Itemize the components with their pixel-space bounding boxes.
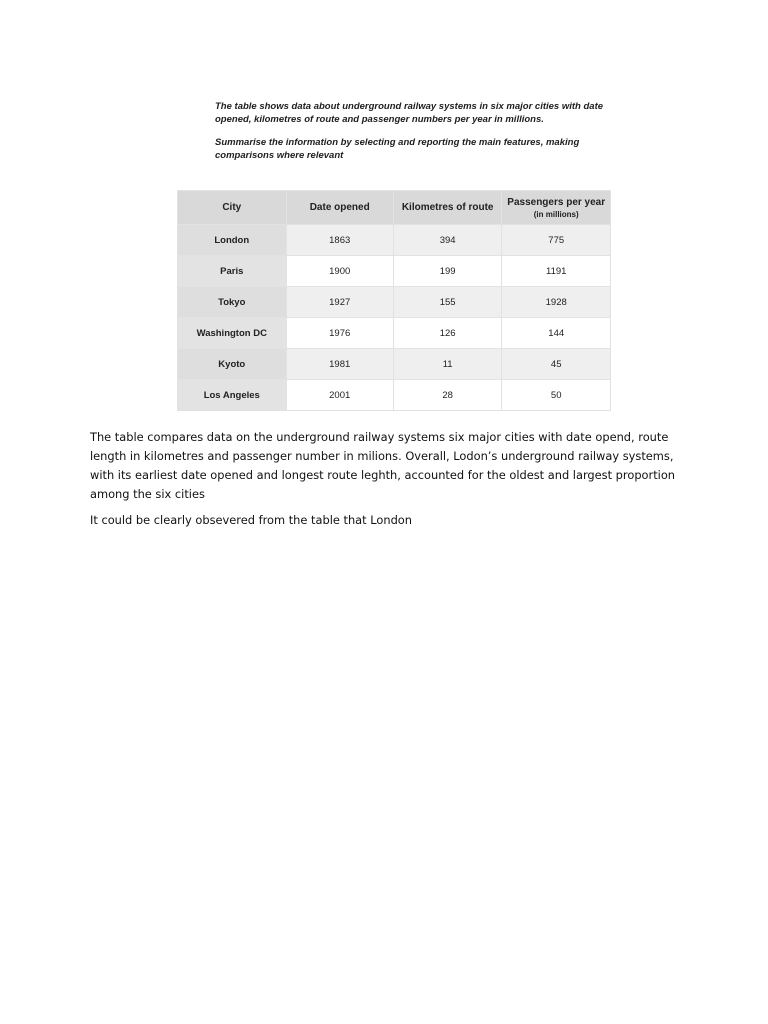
cell-km: 155 <box>393 287 502 318</box>
cell-date: 1927 <box>286 287 393 318</box>
cell-date: 2001 <box>286 380 393 411</box>
cell-date: 1900 <box>286 256 393 287</box>
cell-city: London <box>178 225 287 256</box>
task-prompt <box>215 100 615 172</box>
task-description: The table shows data about underground railway systems in six major cities with date opened, kilometres of route and passenger numbers per year in millions. <box>215 101 604 125</box>
header-passengers-label: Passengers per year <box>507 196 606 208</box>
table-row <box>178 349 611 380</box>
table-row <box>178 256 611 287</box>
essay-body[interactable] <box>90 428 680 537</box>
cell-passengers: 1191 <box>502 256 611 287</box>
cell-date: 1863 <box>286 225 393 256</box>
table-row <box>178 318 611 349</box>
header-km-route: Kilometres of route <box>393 191 502 225</box>
cell-passengers: 45 <box>502 349 611 380</box>
table-row <box>178 380 611 411</box>
essay-paragraph[interactable]: It could be clearly obsevered from the table that London <box>90 513 412 527</box>
cell-km: 28 <box>393 380 502 411</box>
cell-city: Kyoto <box>178 349 287 380</box>
header-passengers <box>502 191 611 225</box>
essay-paragraph[interactable]: The table compares data on the underground railway systems six major cities with date opend, route length in kilometres and passenger number in milions. Overall, Lodon’s underground railway systems, with its earliest date opened and longest route leghth, accounted for the oldest and largest proportion among the six cities <box>90 430 676 501</box>
cell-km: 126 <box>393 318 502 349</box>
cell-city: Tokyo <box>178 287 287 318</box>
cell-km: 394 <box>393 225 502 256</box>
table-header-row <box>178 191 611 225</box>
header-city: City <box>178 191 287 225</box>
header-date-opened: Date opened <box>286 191 393 225</box>
cell-passengers: 144 <box>502 318 611 349</box>
cell-date: 1981 <box>286 349 393 380</box>
cell-km: 199 <box>393 256 502 287</box>
cell-passengers: 50 <box>502 380 611 411</box>
task-instruction: Summarise the information by selecting and reporting the main features, making comparisons where relevant <box>215 137 580 161</box>
cell-city: Paris <box>178 256 287 287</box>
table-row <box>178 287 611 318</box>
cell-passengers: 775 <box>502 225 611 256</box>
cell-passengers: 1928 <box>502 287 611 318</box>
header-passengers-unit: (in millions) <box>533 209 579 219</box>
cell-km: 11 <box>393 349 502 380</box>
cell-city: Los Angeles <box>178 380 287 411</box>
cell-date: 1976 <box>286 318 393 349</box>
table-row <box>178 225 611 256</box>
railway-data-table <box>177 190 611 411</box>
cell-city: Washington DC <box>178 318 287 349</box>
